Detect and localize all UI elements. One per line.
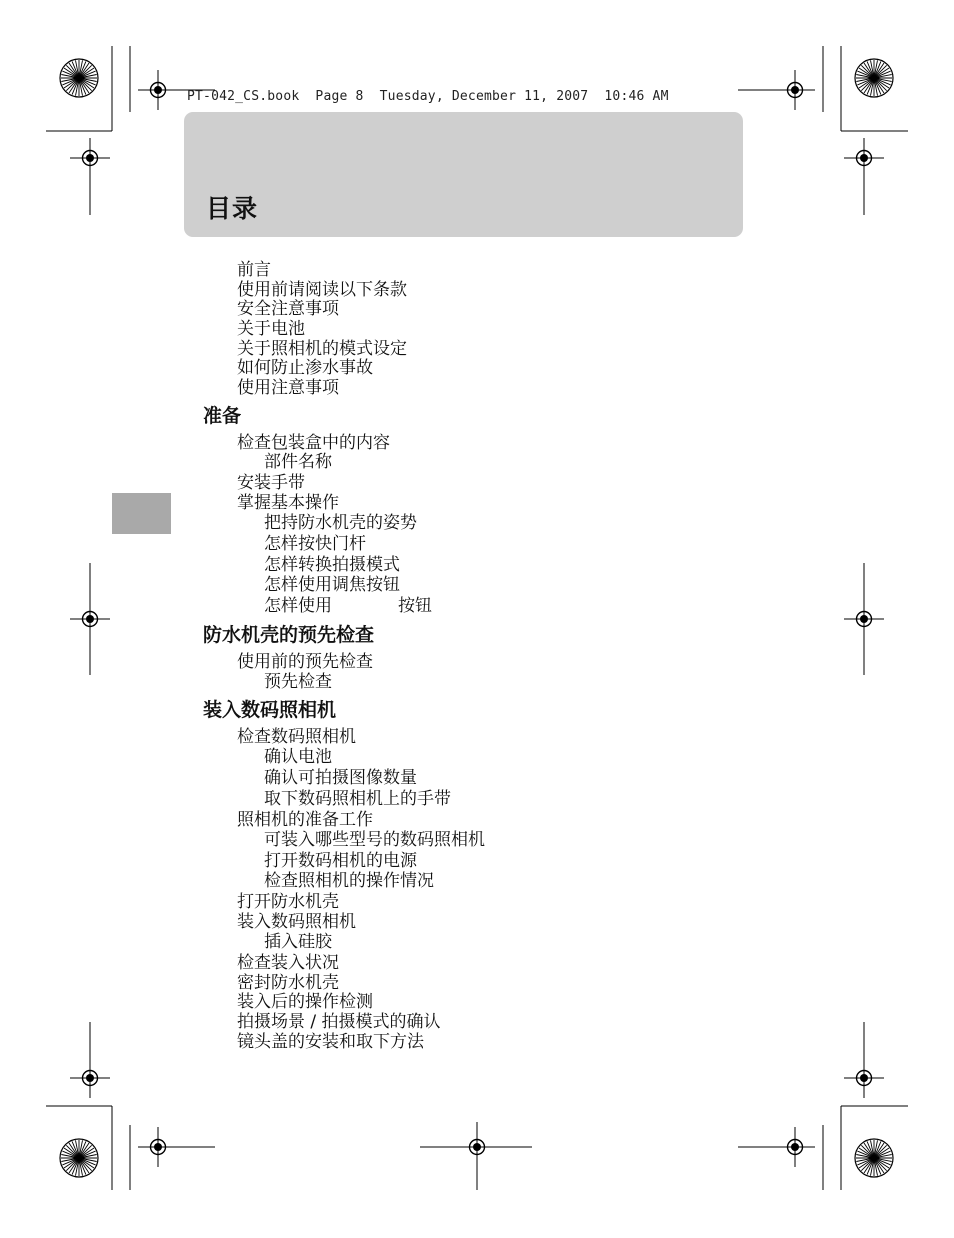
chapter-side-tab <box>112 493 171 534</box>
toc-entry: 掌握基本操作 <box>237 493 339 513</box>
toc-entry: 安全注意事项 <box>237 299 339 319</box>
toc-subentry-text: 按钮 <box>398 596 432 616</box>
toc-subentry: 确认电池 <box>264 747 332 767</box>
toc-entry: 拍摄场景 / 拍摄模式的确认 <box>237 1012 441 1032</box>
toc-entry: 关于电池 <box>237 319 305 339</box>
toc-entry: 打开防水机壳 <box>237 892 339 912</box>
toc-entry: 使用注意事项 <box>237 378 339 398</box>
toc-subentry: 预先检查 <box>264 672 332 692</box>
toc-subentry: 检查照相机的操作情况 <box>264 871 434 891</box>
toc-entry: 使用前请阅读以下条款 <box>237 280 407 300</box>
toc-entry: 前言 <box>237 260 271 280</box>
toc-subentry: 怎样按快门杆 <box>264 534 366 554</box>
toc-section-heading: 防水机壳的预先检查 <box>203 624 375 646</box>
toc-subentry: 怎样使用调焦按钮 <box>264 575 400 595</box>
page-title: 目录 <box>206 194 259 223</box>
toc-section-heading: 准备 <box>203 405 242 427</box>
toc-entry: 检查数码照相机 <box>237 727 356 747</box>
toc-subentry: 插入硅胶 <box>264 932 332 952</box>
book-slug-line: PT-042_CS.book Page 8 Tuesday, December 11, 2007 10:46 AM <box>187 89 669 104</box>
toc-subentry: 怎样转换拍摄模式 <box>264 555 400 575</box>
toc-subentry <box>264 596 432 616</box>
toc-entry: 检查装入状况 <box>237 953 339 973</box>
toc-entry: 使用前的预先检查 <box>237 652 373 672</box>
toc-entry: 装入后的操作检测 <box>237 992 373 1012</box>
toc-subentry: 部件名称 <box>264 452 332 472</box>
toc-entry: 如何防止渗水事故 <box>237 358 373 378</box>
toc-entry: 安装手带 <box>237 473 305 493</box>
toc-subentry-text: 怎样使用 <box>264 596 332 616</box>
toc-subentry: 可装入哪些型号的数码照相机 <box>264 830 485 850</box>
toc-section-heading: 装入数码照相机 <box>203 699 337 721</box>
toc-entry: 检查包装盒中的内容 <box>237 433 390 453</box>
toc-subentry: 取下数码照相机上的手带 <box>264 789 451 809</box>
toc-entry: 照相机的准备工作 <box>237 810 373 830</box>
toc-entry: 密封防水机壳 <box>237 973 339 993</box>
toc-subentry: 打开数码相机的电源 <box>264 851 417 871</box>
toc-entry: 关于照相机的模式设定 <box>237 339 407 359</box>
toc-entry: 镜头盖的安装和取下方法 <box>237 1032 424 1052</box>
title-band <box>184 112 743 237</box>
toc-entry: 装入数码照相机 <box>237 912 356 932</box>
toc-subentry: 把持防水机壳的姿势 <box>264 513 417 533</box>
toc-subentry: 确认可拍摄图像数量 <box>264 768 417 788</box>
